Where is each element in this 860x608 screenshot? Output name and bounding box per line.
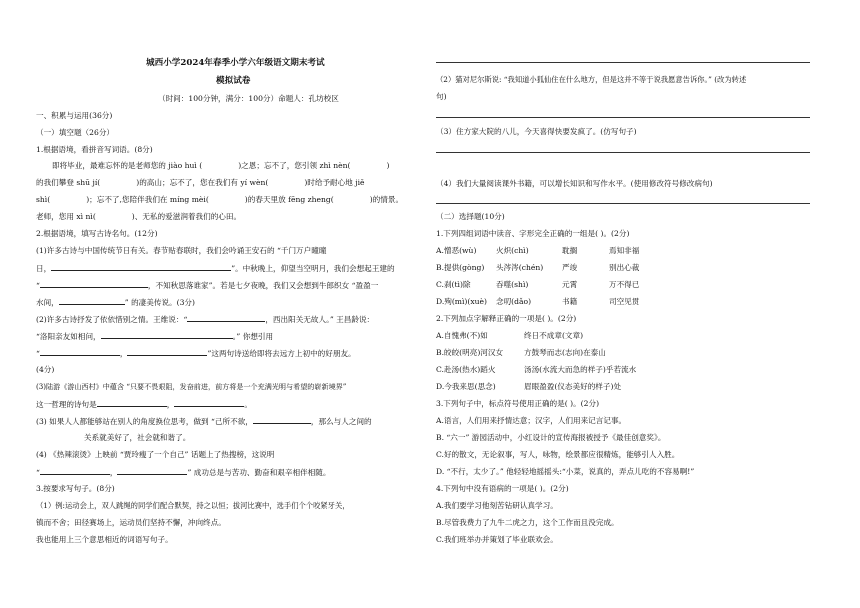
- q2-2-line-1: (2)许多古诗抒发了依依惜别之情。王维说：“ ，西出阳关无故人。” 王昌龄说：: [36, 315, 375, 324]
- q2-1-line-1: (1)许多古诗与中国传统节日有关。春节贴春联时，我们会吟诵王安石的 “千门万户曈曈: [36, 246, 327, 255]
- q2-1-line-2: 日， ”。中秋晚上，仰望当空明月，我们会想起王建的: [36, 264, 395, 273]
- select-q2: 2.下列加点字解释正确的一项是( )。(2分): [436, 314, 577, 323]
- q2-2-line-3: “ ， ”这两句诗送给即将去远方上初中的好朋友。: [36, 349, 356, 358]
- q3-example-1: （1）例:运动会上，双人跳绳的同学们配合默契，持之以恒；拔河比赛中，选手们个个咬紧牙关，: [36, 501, 350, 510]
- q3-example-3: 我也能用上三个意思相近的词语写句子。: [36, 535, 173, 544]
- option-cell[interactable]: B. “六一” 游园活动中，小红设计的宣传海报被授予《最佳创意奖》。: [436, 433, 666, 442]
- option-cell[interactable]: D.殉(mì)(xuè): [436, 297, 487, 306]
- q1-line-1: 即将毕业，最难忘怀的是老师您的 jiào huì ( )之恩；忘不了，您引领 zhì nèn( ): [52, 161, 390, 170]
- option-cell[interactable]: D. “不行，太少了。” 他轻轻地摇摇头:“小菜，说真的，弄点儿吃的不容易啊!”: [436, 467, 695, 476]
- exam-info: （时间：100分钟，满分：100分）命题人：孔坊校区: [158, 94, 339, 103]
- option-cell[interactable]: D.今我来思(思念): [436, 382, 496, 391]
- option-cell: 万不得已: [609, 280, 640, 289]
- q2-1-line-3: “ ，不知秋思落谁家”。若是七夕夜晚，我们又会想到牛郎织女 “盈盈一: [36, 281, 379, 290]
- question-3: 3.按要求写句子。(8分): [36, 484, 115, 493]
- q4-line-2: “ ， ” 成功总是与苦功、勤奋和艰辛相伴相随。: [36, 468, 331, 477]
- select-q1: 1.下列四组词语中读音、字形完全正确的一组是( )。(2分): [436, 229, 630, 238]
- option-cell[interactable]: B.尽管我费力了九牛二虎之力，这个工作而且没完成。: [436, 518, 619, 527]
- answer-line[interactable]: [436, 117, 810, 118]
- question-1: 1.根据语境，看拼音写词语。(8分): [36, 145, 153, 154]
- answer-blank[interactable]: [101, 330, 233, 339]
- answer-line[interactable]: [436, 152, 810, 153]
- answer-blank[interactable]: [40, 279, 148, 288]
- q2-3-line-2: 这一哲理的诗句是 ， 。: [36, 400, 252, 409]
- exam-subtitle: 模拟试卷: [216, 76, 251, 86]
- question-2: 2.根据语境，填写古诗名句。(12分): [36, 229, 158, 238]
- answer-line[interactable]: [436, 203, 810, 204]
- answer-blank[interactable]: [40, 347, 120, 356]
- q1-line-4: 老师，您用 xì nì( )、无私的爱滋润着我们的心田。: [36, 212, 242, 221]
- answer-line[interactable]: [436, 62, 810, 63]
- option-cell[interactable]: B.提供(gòng): [436, 263, 485, 272]
- answer-blank[interactable]: [174, 398, 244, 407]
- q3-example-2: 镇而不舍；田径赛场上，运动员们坚持不懈，冲向终点。: [36, 518, 226, 527]
- option-cell[interactable]: C.好的散文，无论叙事，写人，咏物，绘景都应很精炼，能够引人入胜。: [436, 450, 680, 459]
- option-cell: 耽搁: [562, 246, 578, 255]
- option-cell[interactable]: C.刹(tì)除: [436, 280, 471, 289]
- option-cell[interactable]: B.皎皎(明亮)河汉女: [436, 348, 504, 357]
- q1-line-3: shì( )；忘不了,您陪伴我们在 míng mèi( )的春天里放 fēng zheng( )的情景。: [36, 195, 404, 204]
- option-cell: 头涔涔(chén): [496, 263, 544, 272]
- option-cell: 吞噬(shì): [496, 280, 529, 289]
- r-q2-line-1: （2）猫对尼尔斯说: “我知道小狐仙住在什么地方，但是这并不等于说我愿意告诉你。” (改为转述: [436, 75, 747, 84]
- r-q4-line: （4）我们大量阅读课外书籍，可以增长知识和写作水平。(使用修改符号修改病句): [436, 179, 713, 188]
- q4-line-1: (4) 《热辣滚烫》上映前 “贾玲瘦了一个自己” 话题上了热搜榜，这说明: [36, 450, 275, 459]
- exam-title: 城西小学2024年春季小学六年级语文期末考试: [146, 58, 325, 68]
- answer-blank[interactable]: [59, 296, 125, 305]
- part-heading: （一）填空题（26分）: [36, 128, 115, 137]
- answer-blank[interactable]: [253, 415, 311, 424]
- q2-1-line-4: 水间， ” 的凄美传说。(3分): [36, 298, 195, 307]
- option-cell[interactable]: A.憎恶(wù): [436, 246, 477, 255]
- option-cell: 别出心裁: [609, 263, 640, 272]
- option-cell[interactable]: C.我们班举办并策划了毕业联欢会。: [436, 535, 558, 544]
- option-cell: 火炽(chì): [496, 246, 529, 255]
- q2-3-line-1: (3)陆游《游山西村》中蕴含 “只要不畏艰阻，发奋前进，前方将是一个充满光明与希望的崭新境界”: [36, 382, 347, 391]
- select-q3: 3.下列句子中，标点符号使用正确的是( )。(2分): [436, 399, 600, 408]
- option-cell: 方鼓琴而志(志向)在泰山: [524, 348, 606, 357]
- answer-blank[interactable]: [40, 466, 110, 475]
- option-cell: 汤汤(水流大而急的样子)乎若流水: [524, 365, 637, 374]
- q3-1-line-2: 关系就美好了，社会就和谐了。: [84, 433, 191, 442]
- option-cell: 严竣: [562, 263, 578, 272]
- option-cell: 焉知非福: [609, 246, 640, 255]
- option-cell: 司空见贯: [609, 297, 640, 306]
- option-cell[interactable]: C.赴汤(热水)蹈火: [436, 365, 496, 374]
- q2-2-score: (4分): [36, 365, 55, 374]
- q2-2-line-2: “洛阳亲友如相问， 。” 你想引用: [36, 332, 274, 341]
- r-q2-line-2: 句): [436, 92, 447, 101]
- answer-blank[interactable]: [97, 398, 167, 407]
- option-cell[interactable]: A.我们要学习他刻苦钻研认真学习。: [436, 501, 558, 510]
- option-cell: 眉眼盈盈(仪态美好的样子)处: [524, 382, 622, 391]
- option-cell: 书籍: [562, 297, 578, 306]
- option-cell: 终日不成章(文章): [524, 331, 584, 340]
- option-cell[interactable]: A.自愧弗(不)如: [436, 331, 488, 340]
- answer-blank[interactable]: [117, 466, 187, 475]
- part-2-heading: （二）选择题(10分): [436, 212, 505, 221]
- answer-blank[interactable]: [51, 262, 231, 271]
- q1-line-2: 的我们攀登 shū jí( )的高山；忘不了，您在我们有 yí wèn( )时给予耐心地 jiě: [36, 178, 365, 187]
- r-q3-line: （3）住方家大院的八儿，今天喜得快要发疯了。(仿写句子): [436, 127, 637, 136]
- answer-blank[interactable]: [127, 347, 207, 356]
- select-q4: 4.下列句中没有语病的一项是( )。(2分): [436, 484, 569, 493]
- q3-1-line-1: (3) 如果人人都能够站在别人的角度换位思考，做到 “己所不欲， ，那么与人之间的: [36, 417, 372, 426]
- answer-blank[interactable]: [187, 313, 265, 322]
- option-cell: 元霄: [562, 280, 578, 289]
- option-cell[interactable]: A.语言，人们用来抒情达意；汉字，人们用来记言记事。: [436, 416, 627, 425]
- section-heading: 一、积累与运用(36分): [36, 111, 113, 120]
- option-cell: 念叨(dǎo): [496, 297, 532, 306]
